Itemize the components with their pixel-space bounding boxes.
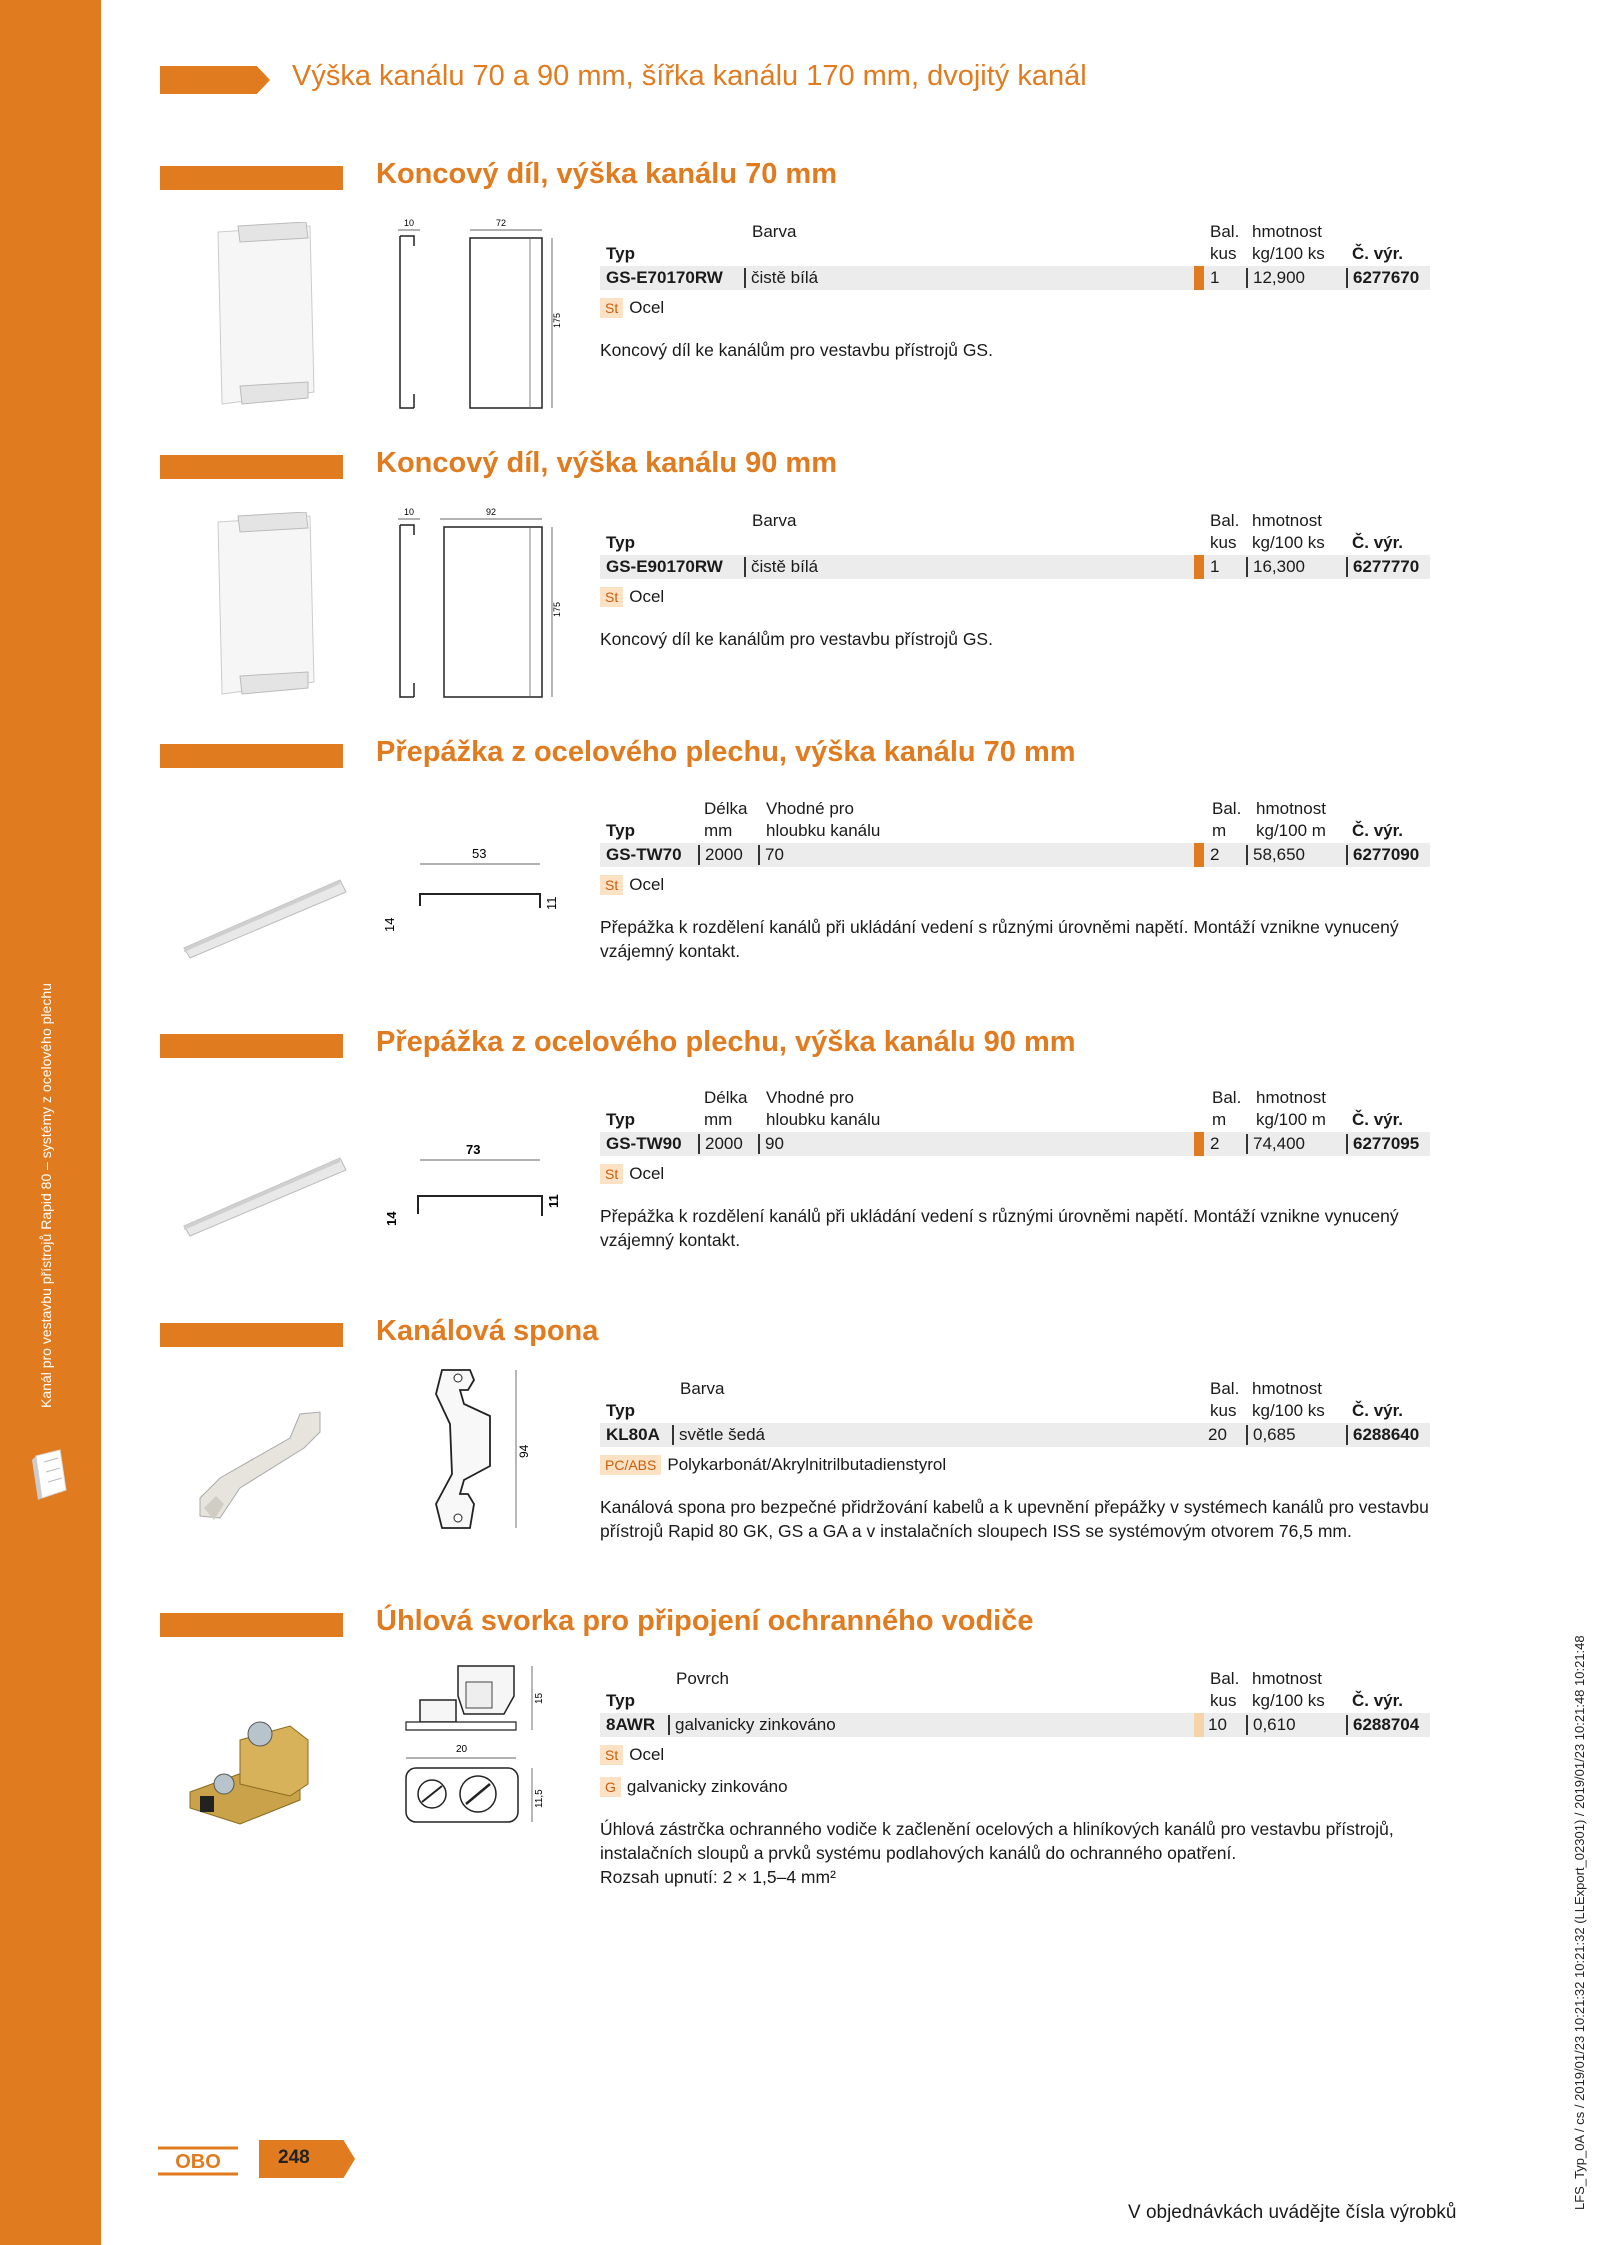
end-piece-drawing: [378, 216, 578, 416]
svg-text:14: 14: [384, 1211, 399, 1226]
svg-text:20: 20: [456, 1744, 468, 1755]
material-line: St Ocel: [600, 298, 1430, 322]
terminal-photo: [180, 1700, 330, 1830]
product-description: Kanálová spona pro bezpečné přidržování kabelů a k upevnění přepážky v systémech kanálů pro vestavbu přístrojů Rapid 80 GK, GS a GA a v instalačních sloupech ISS se systémovým otvorem 76,5 mm.: [600, 1497, 1429, 1541]
page-number: 248: [278, 2147, 310, 2168]
product-table: Povrch Typ Bal. kus hmotnost kg/100 ks Č. výr. 8AWR galvanicky zinkováno 10 0,610 6288704 St Ocel G galvanicky zinkováno Úhlová zástrčka ochranného vodiče k začlenění ocelových a hliníkových kanálů pro vestavbu přístrojů, instalačních sloupů a prvků systému podlahových kanálů do ochranného opatření. Rozsah upnutí: 2 × 1,5–4 mm²: [600, 1669, 1430, 1889]
material-line: St Ocel: [600, 587, 1430, 611]
svg-text:15: 15: [534, 1692, 545, 1704]
section-bar: [160, 455, 343, 479]
product-table: Barva Typ Bal. kus hmotnost kg/100 ks Č. výr. GS-E90170RW čistě bílá 1 16,300 6277770 St Ocel Koncový díl ke kanálům pro vestavbu přístrojů GS.: [600, 511, 1430, 651]
material-line: PC/ABS Polykarbonát/Akrylnitrilbutadienstyrol: [600, 1455, 1430, 1479]
svg-text:11: 11: [546, 1194, 561, 1208]
section-title: Přepážka z ocelového plechu, výška kanálu 90 mm: [376, 1026, 1076, 1058]
svg-text:175: 175: [552, 601, 562, 617]
material-line: St Ocel: [600, 1745, 1430, 1769]
end-piece-photo: [210, 512, 330, 702]
section-title: Kanálová spona: [376, 1315, 599, 1347]
product-description: Koncový díl ke kanálům pro vestavbu přístrojů GS.: [600, 340, 993, 360]
packaging-marker: [1194, 1713, 1204, 1737]
packaging-marker: [1194, 266, 1204, 290]
table-header: Barva Typ Bal. kus hmotnost kg/100 ks Č. výr.: [606, 222, 1404, 263]
table-row: GS-E70170RW čistě bílá 1 12,900 6277670: [600, 266, 1430, 290]
packaging-marker: [1194, 1132, 1204, 1156]
svg-text:10: 10: [404, 507, 415, 517]
product-description: Přepážka k rozdělení kanálů při ukládání vedení s různými úrovněmi napětí. Montáží vznikne vynucený vzájemný kontakt.: [600, 917, 1399, 961]
section-title: Koncový díl, výška kanálu 90 mm: [376, 447, 837, 479]
footer-note: V objednávkách uvádějte čísla výrobků: [1128, 2202, 1457, 2223]
section-bar: [160, 744, 343, 768]
side-text: Kanál pro vestavbu přístrojů Rapid 80 – systémy z ocelového plechu: [38, 983, 54, 1408]
section-title: Přepážka z ocelového plechu, výška kanálu 70 mm: [376, 736, 1076, 768]
table-row: GS-E90170RW čistě bílá 1 16,300 6277770: [600, 555, 1430, 579]
product-table: Barva Typ Bal. kus hmotnost kg/100 ks Č. výr. KL80A světle šedá 20 0,685 6288640 PC/ABS Polykarbonát/Akrylnitrilbutadienstyrol Kanálová spona pro bezpečné přidržování kabelů a k upevnění přepážky v systémech kanálů pro vestavbu přístrojů Rapid 80 GK, GS a GA a v instalačních sloupech ISS se systémovým otvorem 76,5 mm.: [600, 1379, 1429, 1541]
table-row: 8AWR galvanicky zinkováno 10 0,610 6288704: [600, 1713, 1430, 1737]
dim-width: 10: [404, 218, 415, 228]
page-title: Výška kanálu 70 a 90 mm, šířka kanálu 170 mm, dvojitý kanál: [292, 60, 1087, 92]
clamping-range: Rozsah upnutí: 2 × 1,5–4 mm²: [600, 1867, 836, 1887]
divider-photo: [180, 870, 350, 960]
packaging-marker: [1194, 843, 1204, 867]
dim-height: 175: [552, 312, 562, 328]
svg-text:OBO: OBO: [175, 2151, 221, 2173]
end-piece-photo: [210, 222, 330, 412]
material-line: St Ocel: [600, 1164, 1430, 1188]
export-meta: LFS_Typ_0A / cs / 2019/01/23 10:21:32 10:21:32 (LLExport_02301) / 2019/01/23 10:21:48 10:21:48: [1572, 1635, 1587, 2210]
svg-text:92: 92: [486, 507, 497, 517]
section-title: Úhlová svorka pro připojení ochranného vodiče: [376, 1605, 1034, 1637]
table-row: GS-TW90 2000 90 2 74,400 6277095: [600, 1132, 1430, 1156]
product-description: Přepážka k rozdělení kanálů při ukládání vedení s různými úrovněmi napětí. Montáží vznikne vynucený vzájemný kontakt.: [600, 1206, 1399, 1250]
svg-text:11,5: 11,5: [534, 1789, 545, 1808]
divider-drawing: [380, 840, 580, 940]
product-description: Koncový díl ke kanálům pro vestavbu přístrojů GS.: [600, 629, 993, 649]
svg-text:73: 73: [466, 1142, 481, 1157]
product-description: Úhlová zástrčka ochranného vodiče k začlenění ocelových a hliníkových kanálů pro vestavbu přístrojů, instalačních sloupů a prvků systému podlahových kanálů do ochranného opatření.: [600, 1819, 1394, 1863]
material-line: G galvanicky zinkováno: [600, 1777, 1430, 1801]
clip-drawing: [420, 1364, 540, 1534]
terminal-drawing: [396, 1656, 556, 1856]
svg-text:53: 53: [472, 846, 487, 861]
material-line: St Ocel: [600, 875, 1430, 899]
end-piece-drawing: [378, 505, 578, 705]
channel-icon: [30, 1448, 70, 1502]
product-table: Délka mm Vhodné pro hloubku kanálu Typ Bal. m hmotnost kg/100 m Č. výr. GS-TW90 2000 90 2 74,400 6277095 St Ocel Přepážka k rozdělení kanálů při ukládání vedení s různými úrovněmi napětí. Montáží vznikne vynucený vzájemný kontakt.: [600, 1088, 1430, 1252]
section-bar: [160, 1034, 343, 1058]
section-bar: [160, 166, 343, 190]
header-arrow: [160, 66, 270, 94]
svg-text:14: 14: [382, 917, 397, 932]
packaging-marker: [1194, 555, 1204, 579]
dim-depth: 72: [496, 218, 507, 228]
section-title: Koncový díl, výška kanálu 70 mm: [376, 158, 837, 190]
svg-text:94: 94: [517, 1444, 531, 1458]
divider-photo: [180, 1148, 350, 1238]
product-table: [600, 222, 1430, 362]
clip-photo: [180, 1408, 340, 1528]
svg-text:11: 11: [544, 896, 559, 910]
divider-drawing: [380, 1134, 580, 1234]
table-row: GS-TW70 2000 70 2 58,650 6277090: [600, 843, 1430, 867]
product-table: Délka mm Vhodné pro hloubku kanálu Typ Bal. m hmotnost kg/100 m Č. výr. GS-TW70 2000 70 2 58,650 6277090 St Ocel Přepážka k rozdělení kanálů při ukládání vedení s různými úrovněmi napětí. Montáží vznikne vynucený vzájemný kontakt.: [600, 799, 1430, 963]
section-bar: [160, 1613, 343, 1637]
section-bar: [160, 1323, 343, 1347]
obo-logo: [158, 2146, 238, 2176]
table-row: KL80A světle šedá 20 0,685 6288640: [600, 1423, 1430, 1447]
